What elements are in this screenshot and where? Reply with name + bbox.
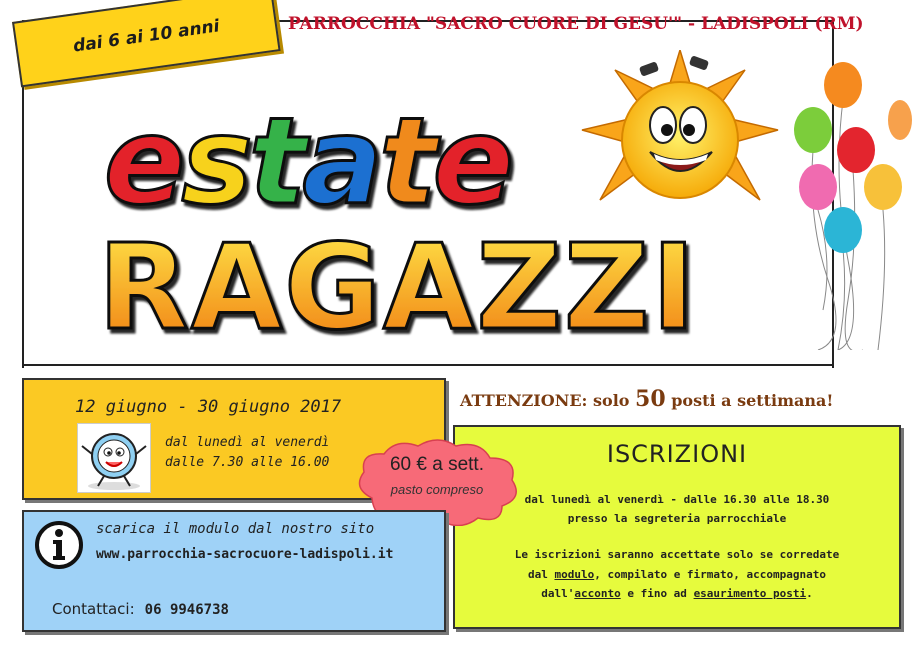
age-range-label: dai 6 ai 10 anni — [71, 16, 221, 57]
clock-character-icon — [77, 423, 151, 493]
schedule-days-text: dal lunedì al venerdì — [165, 435, 330, 450]
registration-title: ISCRIZIONI — [606, 440, 748, 468]
reg-line5-mid: e fino ad — [620, 587, 694, 600]
registration-line-4 — [453, 568, 901, 581]
reg-places-word: esaurimento posti — [693, 587, 807, 600]
contact-label: Contattaci: — [52, 600, 135, 618]
reg-module-word: modulo — [554, 568, 595, 581]
title-ragazzi-text: RAGAZZI — [98, 218, 698, 356]
reg-line4-post: , compilato e firmato, accompagnato — [594, 568, 827, 581]
notice-prefix: ATTENZIONE: — [460, 391, 588, 410]
website-link[interactable]: www.parrocchia-sacrocuore-ladispoli.it — [96, 547, 394, 562]
schedule-hours — [165, 433, 329, 473]
notice-text-before: solo — [593, 391, 630, 410]
title-estate-letter: a — [302, 93, 380, 232]
download-instructions: scarica il modulo dal nostro sito — [96, 521, 375, 537]
title-estate-letter: e — [104, 93, 182, 232]
info-icon — [34, 520, 84, 570]
sun-mascot — [580, 50, 780, 230]
registration-line-3: Le iscrizioni saranno accettate solo se corredate — [514, 548, 840, 561]
title-estate-letter: e — [432, 93, 510, 232]
title-estate-letter: t — [248, 93, 303, 232]
registration-line-1: dal lunedì al venerdì - dalle 16.30 alle 18.30 — [524, 493, 830, 506]
reg-deposit-word: acconto — [574, 587, 621, 600]
notice-number: 50 — [635, 386, 666, 412]
reg-line5-post: . — [806, 587, 813, 600]
reg-line5-pre: dall' — [541, 587, 575, 600]
reg-line4-pre: dal — [527, 568, 555, 581]
registration-line-5 — [453, 587, 901, 600]
parish-title: PARROCCHIA "SACRO CUORE DI GESU'" - LADISPOLI (RM) — [288, 14, 864, 34]
registration-line-2: presso la segreteria parrocchiale — [567, 512, 787, 525]
camp-dates: 12 giugno - 30 giugno 2017 — [75, 397, 342, 417]
balloons-illustration — [788, 60, 918, 350]
banner-divider — [22, 364, 832, 366]
title-estate-letter: s — [181, 93, 249, 232]
notice-text-after: posti a settimana! — [671, 391, 834, 410]
price-amount: 60 € a sett. — [389, 454, 484, 475]
phone-number[interactable]: 06 9946738 — [144, 602, 229, 618]
price-note: pasto compreso — [390, 482, 484, 497]
title-estate-letter: t — [379, 93, 433, 232]
contact-line — [52, 600, 229, 618]
places-notice — [460, 386, 833, 412]
schedule-hours-text: dalle 7.30 alle 16.00 — [165, 455, 330, 470]
